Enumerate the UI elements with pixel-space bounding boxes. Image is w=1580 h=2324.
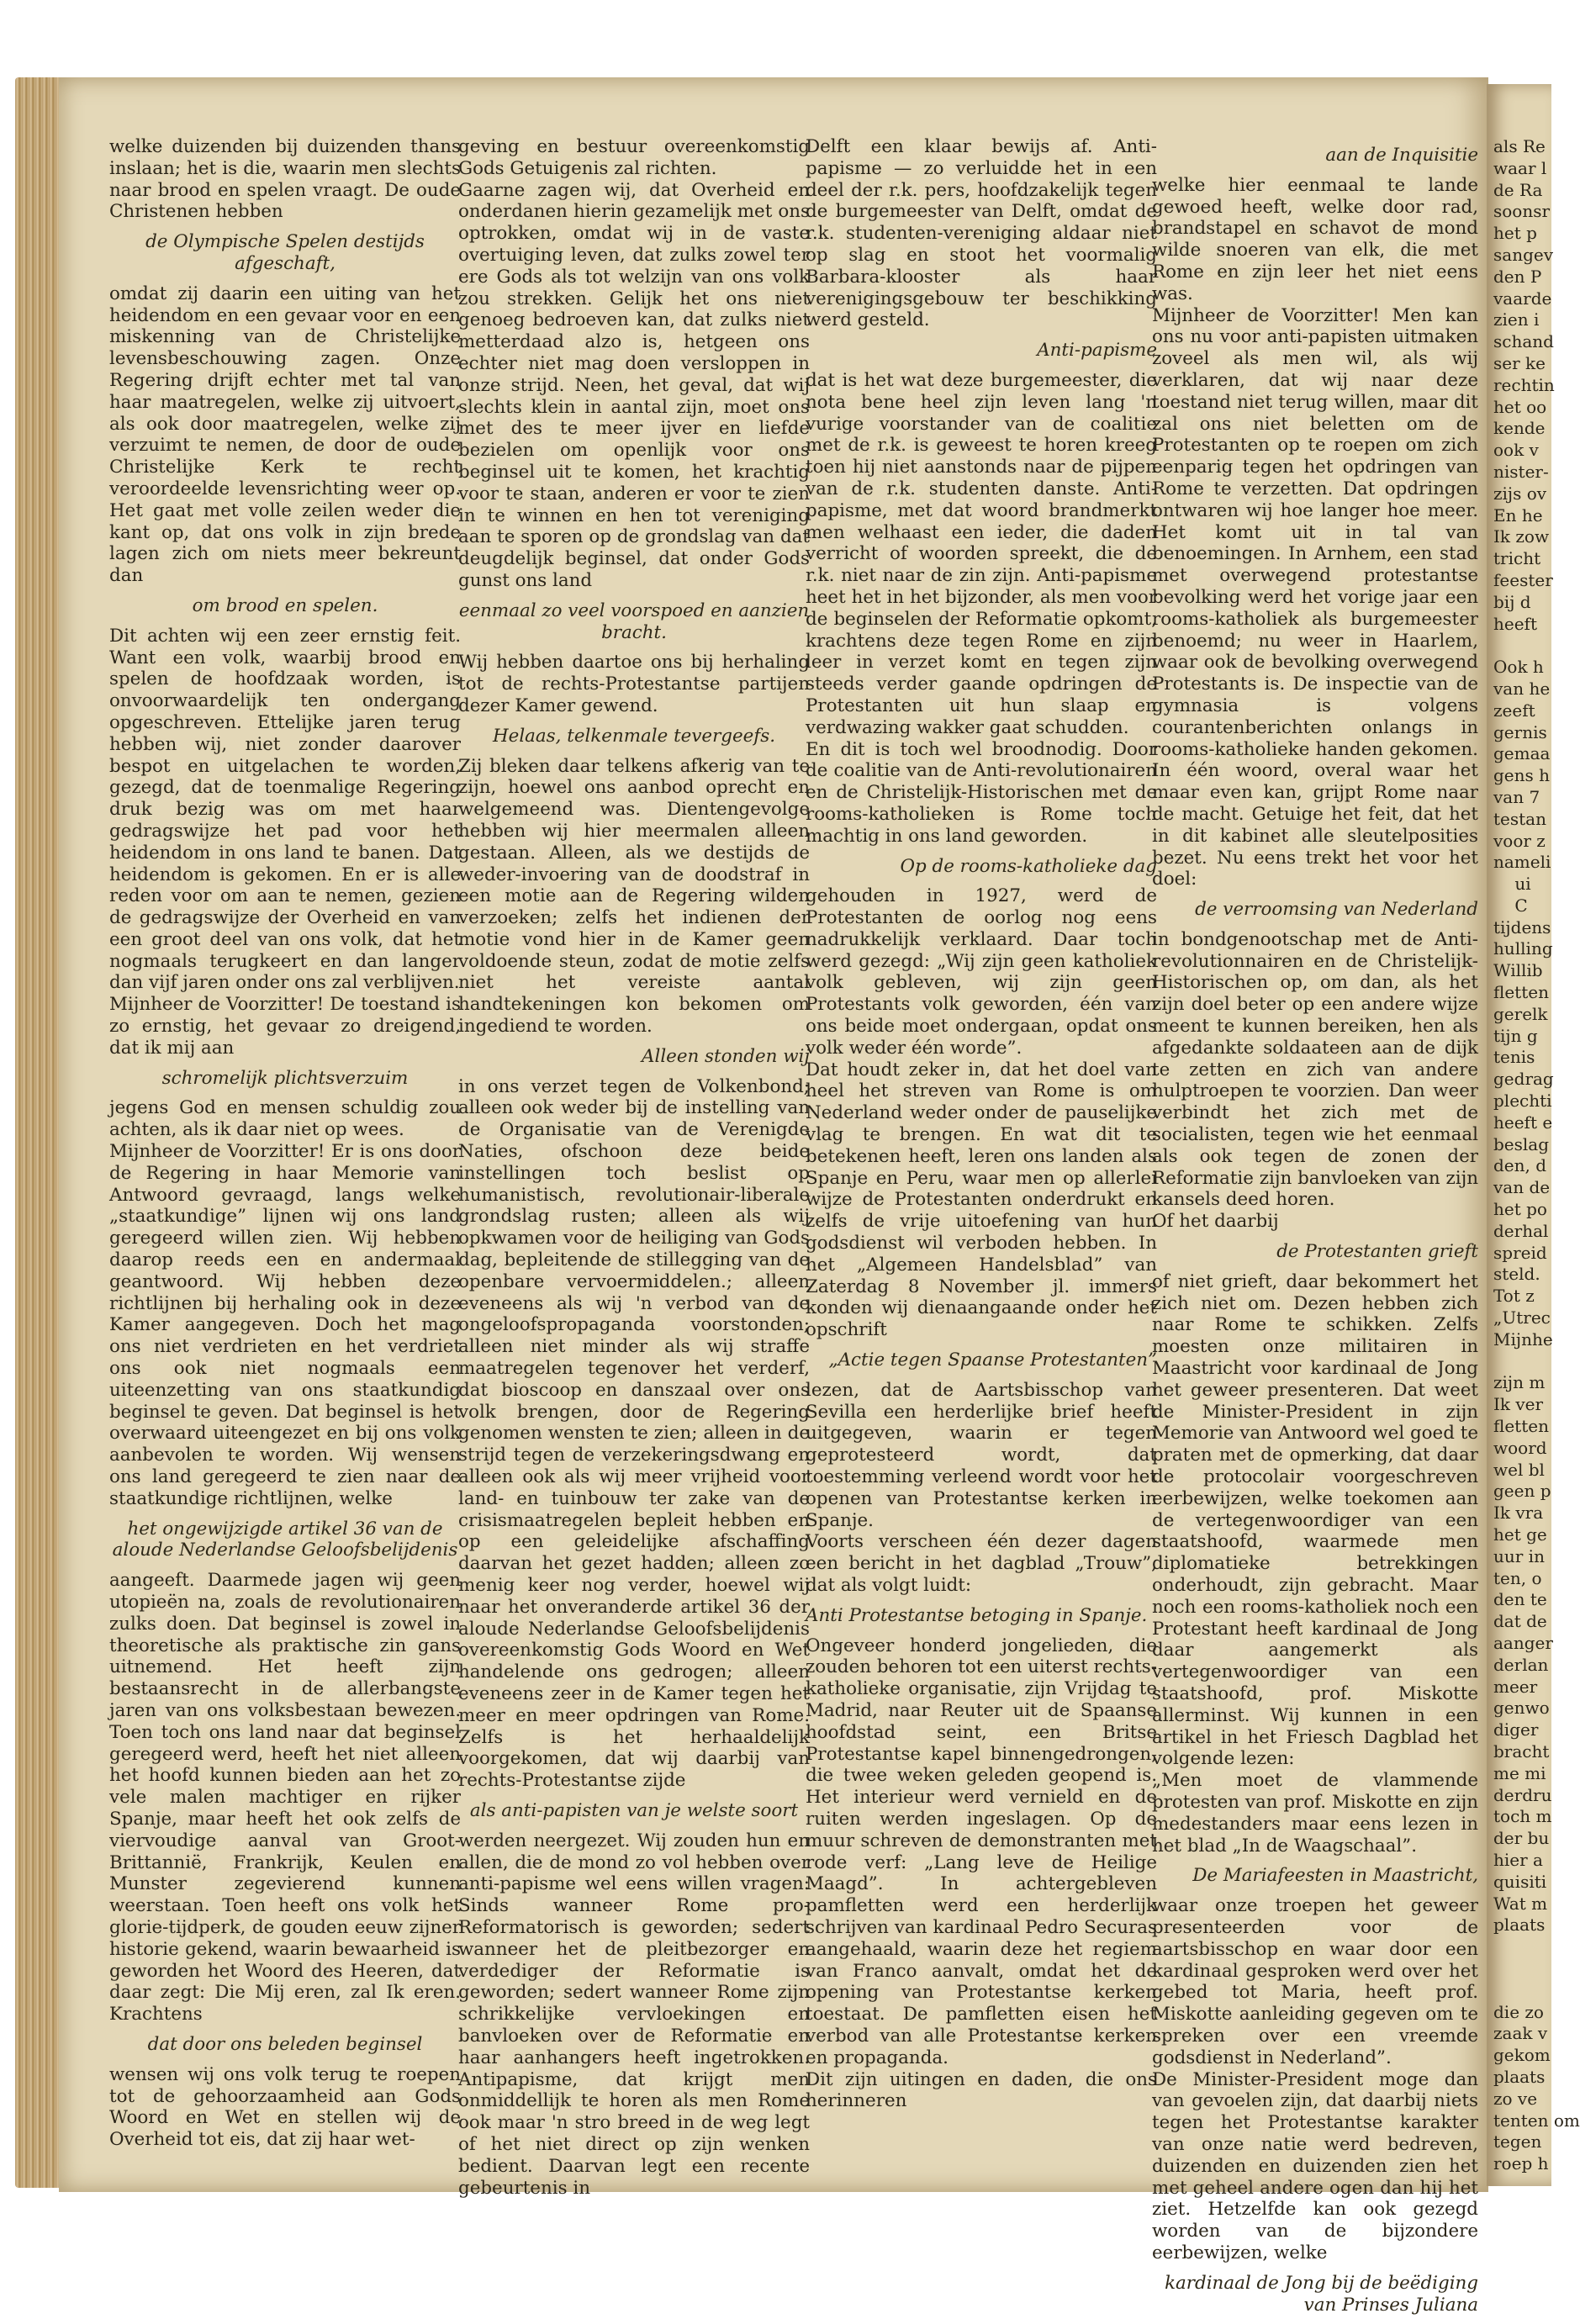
paragraph: Wij hebben daartoe ons bij herhaling tot de rechts-Protestantse partijen dezer Kamer gewend. xyxy=(458,652,810,716)
paragraph: geving en bestuur overeenkomstig Gods Getuigenis zal richten. xyxy=(458,136,810,179)
paragraph: Dit zijn uitingen en daden, die ons herinneren xyxy=(806,2068,1157,2112)
paragraph: Mijnheer de Voorzitter! De toestand is zo ernstig, het gevaar zo dreigend, dat ik mij aan xyxy=(109,994,461,1059)
section-heading: schromelijk plichtsverzuim xyxy=(161,1067,409,1089)
paragraph: Mijnheer de Voorzitter! Er is ons door de Regering in haar Memorie van Antwoord gevraagd, langs welke „staatkundige” lijnen wij ons land geregeerd willen zien. Wij hebben daarop reeds een en andermaal geantwoord. Wij hebben deze richtlijnen bij herhaling ook in deze Kamer aangegeven. Doch het mag ons niet verdrieten en het verdriet ons ook niet nogmaals een uiteenzetting van ons staatkundig beginsel te geven. Dat beginsel is het overwaard uiteengezet en bij ons volk aanbevolen te worden. Wij wensen ons land geregeerd te zien naar de staatkundige richtlijnen, welke xyxy=(109,1141,461,1509)
section-heading: De Mariafeesten in Maastricht, xyxy=(1192,1865,1478,1887)
section-heading: de Protestanten grieft xyxy=(1276,1241,1478,1263)
paragraph: dat is het wat deze burgemeester, die nota bene heel zijn leven lang 'n vurige voorstander van de coalitie met de r.k. is geweest te horen kreeg toen hij niet aanstonds naar de pijpen van de r.k. studenten danste. Anti-papisme, met dat woord brandmerkt men welhaast een ieder, die daden verricht of woorden spreekt, die de r.k. niet naar de zin zijn. Anti-papisme heet het in het bijzonder, als men voor de beginselen der Reformatie opkomt, krachtens deze tegen Rome en zijn leer in verzet komt en tegen zijn steeds verder gaande opdringen de Protestanten uit hun slaap en verdwazing wakker gaat schudden. xyxy=(806,369,1157,738)
section-heading: de verroomsing van Nederland xyxy=(1195,899,1478,921)
section-heading: als anti-papisten van je welste soort xyxy=(469,1799,799,1821)
paragraph: Gaarne zagen wij, dat Overheid en onderdanen hierin gezamelijk met ons optrokken, omdat wij in de vaste overtuiging leven, dat zulks zowel ter ere Gods als tot welzijn van ons volk zou strekken. Gelijk het ons niet genoeg bedroeven kan, dat zulks niet metterdaad alzo is, hetgeen ons echter niet mag doen versloppen in onze strijd. Neen, het geval, dat wij slechts klein in aantal zijn, moet ons met des te meer ijver en liefde bezielen om openlijk voor ons beginsel uit te komen, het krachtig voor te staan, anderen er voor te zien in te winnen en hen tot vereniging aan te sporen op de grondslag van dat deugdelijk beginsel, dat onder Gods gunst ons land xyxy=(458,179,810,591)
section-heading: eenmaal zo veel voorspoed en aanzien bracht. xyxy=(458,599,810,643)
paragraph: Dat houdt zeker in, dat het doel van heel het streven van Rome is om Nederland weder onder de pauselijke vlag te brengen. En wat dit te betekenen heeft, leren ons landen als Spanje en Peru, waar men op allerlei wijze de Protestanten onderdrukt en zelfs de vrije uitoefening van hun godsdienst wil verboden hebben. In het „Algemeen Handelsblad” van Zaterdag 8 November jl. immers konden wij dienaangaande onder het opschrift xyxy=(806,1059,1157,1341)
adjacent-page-fragment xyxy=(1487,84,1580,2186)
section-heading: „Actie tegen Spaanse Protestanten” xyxy=(828,1350,1157,1371)
section-heading: Anti Protestantse betoging in Spanje. xyxy=(806,1604,1148,1626)
section-heading: dat door ons beleden beginsel xyxy=(147,2033,423,2055)
paragraph: waar onze troepen het geweer presenteerden voor de aartsbisschop en waar door een kardinaal gesproken werd over het gebed tot Maria, heeft prof. Miskotte aanleiding gegeven om te spreken over een vreemde godsdienst in Nederland”. xyxy=(1152,1895,1478,2068)
section-heading: de Olympische Spelen destijds afgeschaft, xyxy=(145,231,425,274)
section-heading: aan de Inquisitie xyxy=(1325,145,1478,166)
paragraph: welke duizenden bij duizenden thans inslaan; het is die, waarin men slechts naar brood en spelen vraagt. De oude Christenen hebben xyxy=(109,136,461,223)
paragraph: in bondgenootschap met de Anti-revolutionnairen en de Christelijk-Historischen op, om dan, als het zijn doel beter op een andere wijze meent te kunnen bereiken, hen als afgedankte soldaateen aan de dijk te zetten en zich van andere hulptroepen te voorzien. Dan weer verbindt het zich met de socialisten, tegen wie het eenmaal als ook tegen de zonen der Reformatie zijn banvloeken van zijn kansels deed horen. xyxy=(1152,928,1478,1211)
paragraph: wensen wij ons volk terug te roepen tot de gehoorzaamheid aan Gods Woord en Wet en stellen wij de Overheid tot eis, dat zij haar wet- xyxy=(109,2063,461,2151)
column-2 xyxy=(458,136,810,2199)
paragraph: Dit achten wij een zeer ernstig feit. Want een volk, waarbij brood en spelen de hoofdzaak worden, is onvoorwaardelijk ten ondergang opgeschreven. Ettelijke jaren terug hebben wij, niet zonder daarover bespot en uitgelachen te worden, gezegd, dat de toenmalige Regering druk bezig was om met haar gedragswijze het pad voor het heidendom in ons land te banen. Dat heidendom is gekomen. En er is alle reden voor om aan te nemen, gezien de gedragswijze der Overheid en van een groot deel van ons volk, dat het nogmaals terugkeert en dan langer dan vijf jaren onder ons zal verblijven. xyxy=(109,625,461,994)
paragraph: De Minister-President moge dan van gevoelen zijn, dat daarbij niets tegen het Protestantse karakter van onze natie werd bedreven, duizenden en duizenden zien het met geheel andere ogen dan hij het ziet. Hetzelfde kan ook gezegd worden van de bijzondere eerbewijzen, welke xyxy=(1152,2068,1478,2263)
paragraph: lezen, dat de Aartsbisschop van Sevilla een herderlijke brief heeft uitgegeven, waarin er tegen geprotesteerd wordt, dat toestemming verleend wordt voor het openen van Protestantse kerken in Spanje. xyxy=(806,1379,1157,1531)
paragraph: Ongeveer honderd jongelieden, die zouden behoren tot een uiterst rechts-katholieke organisatie, zijn Vrijdag te Madrid, naar Reuter uit de Spaanse hoofdstad seint, een Britse Protestantse kapel binnengedrongen, die twee weken geleden geopend is. Het interieur werd vernield en de ruiten werden ingeslagen. Op de muur schreven de demonstranten met rode verf: „Lang leve de Heilige Maagd”. In achtergebleven pamfletten werd een herderlijk schrijven van kardinaal Pedro Securas aangehaald, waarin deze het regiem van Franco aanvalt, omdat het de opening van Protestantse kerken toestaat. De pamfletten eisen het verbod van alle Protestantse kerken en propaganda. xyxy=(806,1635,1157,2068)
paragraph: in ons verzet tegen de Volkenbond; alleen ook weder bij de instelling van de Organisatie van de Verenigde Naties, ofschoon deze beide instellingen toch beslist op humanistisch, revolutionair-liberale grondslag rusten; alleen als wij opkwamen voor de heiliging van Gods dag, bepleitende de stillegging van de openbare vervoermiddelen.; alleen eveneens als wij 'n verbod van de ongeloofspropaganda voorstonden; alleen niet minder als wij straffe maatregelen tegenover het verderf, dat bioscoop en danszaal over ons volk brengen, door de Regering genomen wensten te zien; alleen in de strijd tegen de verzekeringsdwang en alleen ook als wij meer vrijheid voor land- en tuinbouw ter zake van de crisismaatregelen bepleit hebben en op een geleidelijke afschaffing daarvan het gezet hadden; alleen zo menig keer nog verder, hoewel wij naar het onveranderde artikel 36 der aloude Nederlandse Geloofsbelijdenis overeenkomstig Gods Woord en Wet handelende ons gedrogen; alleen eveneens zeer in de Kamer tegen het meer en meer opdringen van Rome. Zelfs is het herhaaldelijk voorgekomen, dat wij daarbij van rechts-Protestantse zijde xyxy=(458,1075,810,1792)
column-3 xyxy=(806,136,1157,2112)
paragraph: werden neergezet. Wij zouden hun en allen, die de mond zo vol hebben over anti-papisme wel eens willen vragen: Sinds wanneer Rome pro-Reformatorisch is geworden; sedert wanneer het de pleitbezorger en verdediger der Reformatie is geworden; sedert wanneer Rome zijn schrikkelijke vervloekingen en banvloeken over de Reformatie en haar aanhangers heeft ingetrokken. Antipapisme, dat krijgt men onmiddellijk te horen als men Rome ook maar 'n stro breed in de weg legt of het niet direct op zijn wenken bedient. Daarvan legt een recente gebeurtenis in xyxy=(458,1830,810,2199)
paragraph: aangeeft. Daarmede jagen wij geen utopieën na, zoals de revolutionairen zulks doen. Dat beginsel is zowel in theoretische als praktische zin gans uitnemend. Het heeft zijn bestaansrecht in de allerbangste jaren van ons volksbestaan bewezen. Toen toch ons land naar dat beginsel geregeerd werd, heeft het niet alleen het hoofd kunnen bieden aan het zo vele malen machtiger en rijker Spanje, maar heeft het ook zelfs de viervoudige aanval van Groot-Brittannië, Frankrijk, Keulen en Munster zegevierend kunnen weerstaan. Toen heeft ons volk het glorie-tijdperk, de gouden eeuw zijner historie gekend, waarin bewaarheid is geworden het Woord des Heeren, dat daar zegt: Die Mij eren, zal Ik eren. Krachtens xyxy=(109,1570,461,2026)
adjacent-page-text: als Re waar l de Ra soonsr het p sangev den P vaarde zien i schand ser ke rechtin het oo kende ook v nister- zijs ov En he Ik zow tricht feester bij d heeft Ook h van he zeeft gernis gemaa gens h van 7 testan voor z nameli ui C tijdens hulling Willib fletten gerelk tijn g tenis gedrag plechti heeft e beslag den, d van de het po derhal spreid steld. Tot z „Utrec Mijnhe zijn m Ik ver fletten woord wel bl geen p Ik vra het ge uur in ten, o den te dat de aanger derlan meer genwo diger bracht me mi derdru toch m der bu hier a quisiti Wat m plaats die zo zaak v gekom plaats zo ve tenten om tegen roep h xyxy=(1493,136,1580,2174)
paragraph: Mijnheer de Voorzitter! Men kan ons nu voor anti-papisten uitmaken zoveel als men wil, als wij verklaren, dat wij naar deze toestand niet terug willen, maar dit zal ons niet beletten om de Protestanten op te roepen om zich eenparig tegen het opdringen van Rome te verzetten. Dat opdringen ontwaren wij hoe langer hoe meer. Het komt uit in tal van benoemingen. In Arnhem, een stad met overwegend protestantse bevolking werd het vorige jaar een rooms-katholiek als burgemeester benoemd; nu weer in Haarlem, waar ook de bevolking overwegend Protestants is. De inspectie van de gymnasia is volgens courantenberichten onlangs in rooms-katholieke handen gekomen. In één woord, overal waar het maar even kan, grijpt Rome naar de macht. Getuige het feit, dat het in dit kabinet alle sleutelposities bezet. Nu eens trekt het voor het doel: xyxy=(1152,304,1478,890)
paragraph: Of het daarbij xyxy=(1152,1211,1279,1233)
section-heading: Op de rooms-katholieke dag xyxy=(900,855,1157,877)
section-heading: kardinaal de Jong bij de beëdiging van Prinses Juliana xyxy=(1165,2272,1478,2316)
paragraph: jegens God en mensen schuldig zou achten, als ik daar niet op wees. xyxy=(109,1097,461,1141)
paragraph: Voorts verscheen één dezer dagen een bericht in het dagblad „Trouw”, dat als volgt luidt: xyxy=(806,1531,1157,1596)
book-page-edges xyxy=(15,77,61,2188)
paragraph: of niet grieft, daar bekommert het zich niet om. Dezen hebben zich naar Rome te schikken. Zelfs moesten onze militairen in Maastricht voor kardinaal de Jong het geweer presenteren. Dat weet de Minister-President in zijn Memorie van Antwoord wel goed te praten met de opmerking, dat daar de protocolair voorgeschreven eerbewijzen, welke toekomen aan de vertegenwoordiger van een staatshoofd, waarmede men diplomatieke betrekkingen onderhoudt, zijn gebracht. Maar noch een rooms-katholiek noch een Protestant heeft kardinaal de Jong daar aangemerkt als vertegenwoordiger van een staatshoofd, prof. Miskotte allerminst. Wij kunnen in een artikel in het Friesch Dagblad het volgende lezen: xyxy=(1152,1270,1478,1770)
paragraph: omdat zij daarin een uiting van het heidendom en een gevaar voor en een miskenning van de Christelijke levensbeschouwing zagen. Onze Regering drijft echter met tal van haar maatregelen, welke zij uitvoert, als ook door maatregelen, welke zij verzuimt te nemen, de door de oude Christelijke Kerk te recht veroordeelde levensrichting weer op. Het gaat met volle zeilen weder die kant op, dat ons volk in zijn brede lagen zich om niets meer bekreunt dan xyxy=(109,283,461,587)
section-heading: om brood en spelen. xyxy=(192,594,378,616)
paragraph: Delft een klaar bewijs af. Anti-papisme — zo verluidde het in een deel der r.k. pers, hoofdzakelijk tegen de burgemeester van Delft, omdat de r.k. studenten-vereniging aldaar niet op slag en stoot het voormalig Barbara-klooster als haar verenigingsgebouw ter beschikking werd gesteld. xyxy=(806,136,1157,331)
paragraph: „Men moet de vlammende protesten van prof. Miskotte en zijn medestanders maar eens lezen in het blad „In de Waagschaal”. xyxy=(1152,1770,1478,1857)
column-4 xyxy=(1152,136,1478,2324)
paragraph: Zij bleken daar telkens afkerig van te zijn, hoewel ons aanbod oprecht en welgemeend was. Dientengevolge hebben wij hier meermalen alleen gestaan. Alleen, als we destijds de weder-invoering van de doodstraf in een motie aan de Regering wilden verzoeken; zelfs het indienen der motie vond hier in de Kamer geen voldoende steun, zodat de motie zelfs niet het vereiste aantal handtekeningen kon bekomen om ingediend te worden. xyxy=(458,755,810,1038)
paragraph: welke hier eenmaal te lande gewoed heeft, welke door rad, brandstapel en schavot de mond wilde snoeren van elk, die met Rome en zijn leer het niet eens was. xyxy=(1152,174,1478,304)
section-heading: Alleen stonden wij xyxy=(642,1045,810,1067)
section-heading: het ongewijzigde artikel 36 van de aloude Nederlandse Geloofsbelijdenis xyxy=(112,1518,458,1561)
section-heading: Anti-papisme xyxy=(1037,340,1157,362)
paragraph: En dit is toch wel broodnodig. Door de coalitie van de Anti-revolutionairen en de Christelijk-Historischen met de rooms-katholieken is Rome toch machtig in ons land geworden. xyxy=(806,738,1157,847)
paragraph: gehouden in 1927, werd de Protestanten de oorlog nog eens nadrukkelijk verklaard. Daar toch werd gezegd: „Wij zijn geen katholiek volk gebleven, wij zijn geen Protestants volk geworden, één van ons beide moet ondergaan, opdat ons volk weder één worde”. xyxy=(806,885,1157,1059)
column-1 xyxy=(109,136,461,2151)
section-heading: Helaas, telkenmale tevergeefs. xyxy=(493,725,775,747)
